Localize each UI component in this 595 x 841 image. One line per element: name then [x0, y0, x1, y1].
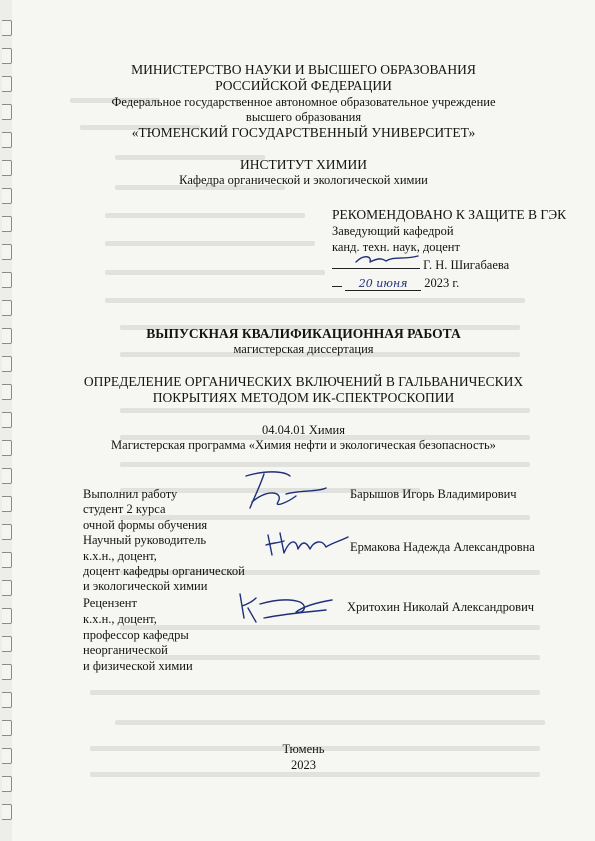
department-name: Кафедра органической и экологической химии [179, 173, 428, 187]
reviewer-label-line-4: неорганической [83, 643, 168, 657]
master-program: Магистерская программа «Химия нефти и экологическая безопасность» [111, 438, 496, 452]
institute-name: ИНСТИТУТ ХИМИИ [240, 157, 367, 172]
ministry-line-2: РОССИЙСКОЙ ФЕДЕРАЦИИ [215, 78, 392, 93]
author-label-line-2: студент 2 курса [83, 502, 166, 516]
approval-date-handwritten: 20 июня [345, 277, 421, 291]
reviewer-label-line-5: и физической химии [83, 659, 193, 673]
reviewer-label-line-3: профессор кафедры [83, 628, 189, 642]
approval-role-line-2: канд. техн. наук, доцент [332, 240, 460, 254]
approval-title: РЕКОМЕНДОВАНО К ЗАЩИТЕ В ГЭК [332, 207, 567, 222]
author-signature-icon [238, 468, 328, 512]
footer-city: Тюмень [282, 742, 325, 756]
ministry-line-1: МИНИСТЕРСТВО НАУКИ И ВЫСШЕГО ОБРАЗОВАНИЯ [131, 62, 476, 77]
approval-role-line-1: Заведующий кафедрой [332, 224, 454, 238]
university-name: «ТЮМЕНСКИЙ ГОСУДАРСТВЕННЫЙ УНИВЕРСИТЕТ» [131, 125, 476, 140]
author-label-line-3: очной формы обучения [83, 518, 208, 532]
work-type: ВЫПУСКНАЯ КВАЛИФИКАЦИОННАЯ РАБОТА [146, 326, 461, 341]
work-subtype: магистерская диссертация [233, 342, 374, 356]
head-name: Г. Н. Шигабаева [423, 258, 510, 272]
supervisor-label-line-1: Научный руководитель [83, 533, 207, 547]
thesis-title-line-2: ПОКРЫТИЯХ МЕТОДОМ ИК-СПЕКТРОСКОПИИ [152, 390, 455, 405]
reviewer-signature-icon [234, 588, 338, 628]
approval-date-line [332, 273, 459, 291]
institution-line-2: высшего образования [245, 110, 362, 124]
supervisor-signature-icon [262, 525, 350, 559]
institution-line-1: Федеральное государственное автономное образовательное учреждение [111, 95, 496, 109]
footer-year: 2023 [291, 758, 316, 772]
supervisor-name: Ермакова Надежда Александровна [350, 540, 535, 554]
specialty-code: 04.04.01 Химия [262, 423, 345, 437]
supervisor-label-line-2: к.х.н., доцент, [83, 549, 157, 563]
reviewer-label-line-1: Рецензент [83, 596, 137, 610]
author-name: Барышов Игорь Владимирович [350, 487, 517, 501]
author-label-line-1: Выполнил работу [83, 487, 178, 501]
supervisor-label-line-3: доцент кафедры органической [83, 564, 245, 578]
reviewer-name: Хритохин Николай Александрович [347, 600, 535, 614]
supervisor-label-line-4: и экологической химии [83, 579, 208, 593]
reviewer-label-line-2: к.х.н., доцент, [83, 612, 157, 626]
thesis-title-line-1: ОПРЕДЕЛЕНИЕ ОРГАНИЧЕСКИХ ВКЛЮЧЕНИЙ В ГАЛЬВАНИЧЕСКИХ [83, 374, 524, 389]
head-signature-icon [352, 250, 422, 268]
approval-year: 2023 г. [424, 276, 460, 290]
